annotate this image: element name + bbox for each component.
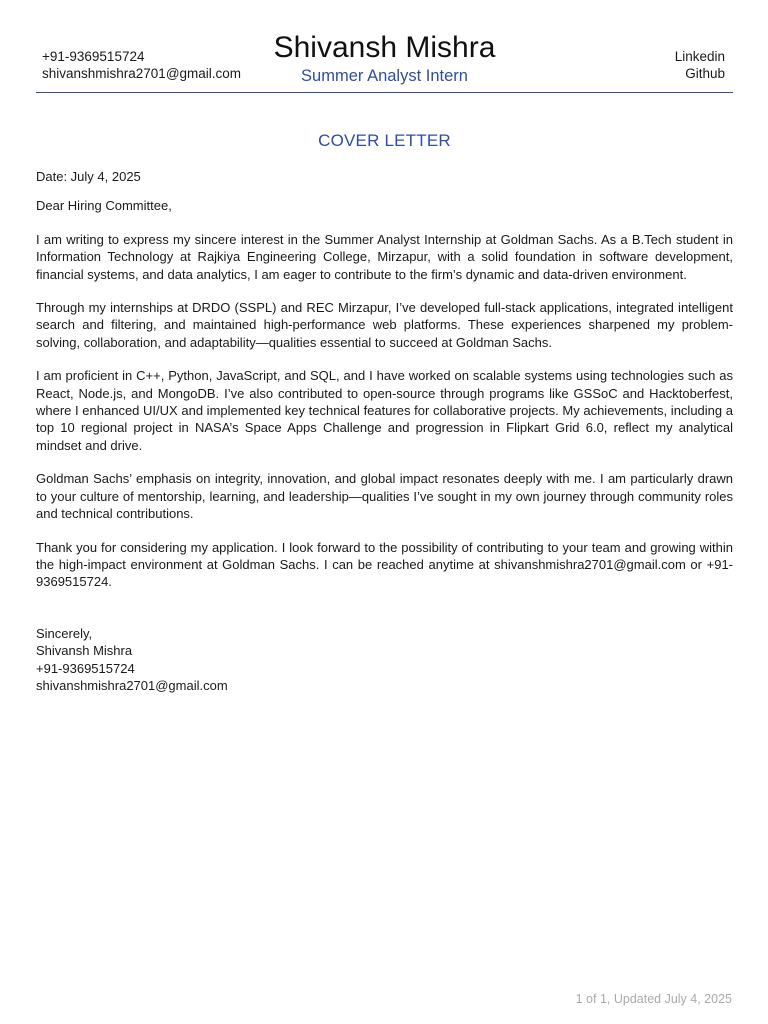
signature-email[interactable]: shivanshmishra2701@gmail.com xyxy=(36,677,228,693)
github-link[interactable]: Github xyxy=(685,66,725,81)
header xyxy=(36,28,733,93)
sign-off: Sincerely, xyxy=(36,625,93,641)
name-block xyxy=(36,30,733,86)
letter-greeting: Dear Hiring Committee, xyxy=(36,198,172,214)
letter-paragraph: Thank you for considering my application. I look forward to the possibility of contributing to your team and growing within the high-impact environment at Goldman Sachs. I can be reached anytime at shivanshmishra2701@gmail.com or +91-9369515724. xyxy=(36,539,733,590)
applicant-name: Shivansh Mishra xyxy=(273,31,496,64)
letter-closing xyxy=(36,625,733,695)
letter-paragraph: Goldman Sachs’ emphasis on integrity, innovation, and global impact resonates deeply with me. I am particularly drawn to your culture of mentorship, learning, and leadership—qualities I’ve sought in my own journey through community roles and technical contributions. xyxy=(36,471,733,522)
profile-links xyxy=(675,48,725,82)
letter-date: Date: July 4, 2025 xyxy=(36,169,141,184)
letter-paragraph: I am writing to express my sincere interest in the Summer Analyst Internship at Goldman Sachs. As a B.Tech student in Information Technology at Rajkiya Engineering College, Mirzapur, with a solid foundation in software development, financial systems, and data analytics, I am eager to contribute to the firm’s dynamic and data-driven environment. xyxy=(36,231,733,282)
letter-paragraph: Through my internships at DRDO (SSPL) and REC Mirzapur, I’ve developed full-stack applications, integrated intelligent search and filtering, and maintained high-performance web platforms. These experiences sharpened my problem-solving, collaboration, and adaptability—qualities essential to succeed at Goldman Sachs. xyxy=(36,300,733,350)
page-footer: 1 of 1, Updated July 4, 2025 xyxy=(575,992,732,1006)
signature-name: Shivansh Mishra xyxy=(36,643,133,659)
document-title: COVER LETTER xyxy=(318,131,451,150)
email-address[interactable]: shivanshmishra2701@gmail.com xyxy=(42,66,242,81)
applicant-role: Summer Analyst Intern xyxy=(301,67,468,85)
signature-phone: +91-9369515724 xyxy=(36,660,135,676)
letter-paragraph: I am proficient in C++, Python, JavaScript, and SQL, and I have worked on scalable systems using technologies such as React, Node.js, and MongoDB. I’ve also contributed to open-source through programs like GSSoC and Hacktoberfest, where I enhanced UI/UX and implemented key technical features for collaborative projects. My achievements, including a top 10 regional project in NASA’s Space Apps Challenge and progression in Flipkart Grid 6.0, reflect my analytical mindset and drive. xyxy=(36,368,733,453)
letter-body xyxy=(36,168,733,694)
phone-number: +91-9369515724 xyxy=(42,49,145,64)
linkedin-link[interactable]: Linkedin xyxy=(674,49,725,64)
